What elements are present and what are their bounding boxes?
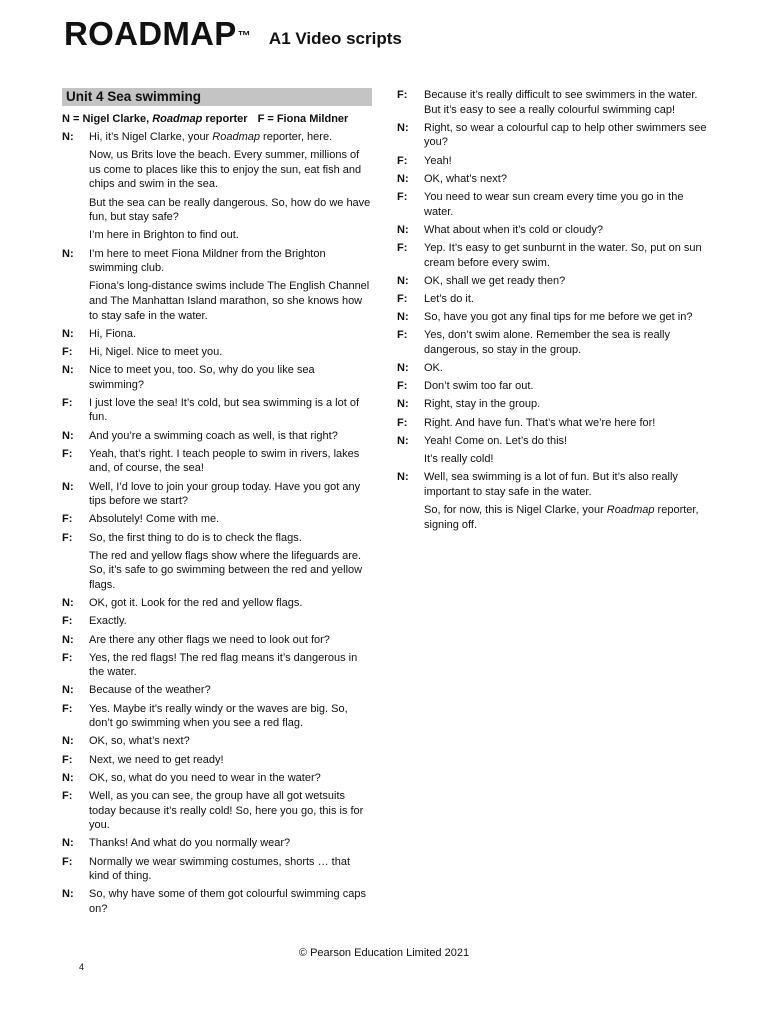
speaker-label: N: (397, 172, 409, 185)
line-text (424, 310, 709, 325)
line-text-main: It’s really cold! (424, 452, 494, 465)
left-column (62, 88, 372, 920)
line-text (89, 279, 372, 323)
line-text (89, 363, 372, 392)
speaker-label: N: (62, 597, 74, 610)
speaker-label: F: (397, 89, 408, 101)
line-text (89, 228, 372, 243)
line-text-main: OK, so, what’s next? (89, 735, 190, 748)
line-text (424, 274, 709, 289)
speaker-label: F: (397, 380, 408, 393)
line-text (424, 223, 709, 238)
speaker-label: N: (62, 131, 74, 143)
line-text-italic: Roadmap (606, 503, 655, 516)
line-text (89, 447, 372, 476)
line-text-after: reporter, here. (259, 131, 333, 143)
line-text-main: I’m here to meet Fiona Mildner from the Brighton swimming club. (89, 247, 326, 275)
line-text (89, 429, 372, 444)
speaker-label: F: (62, 513, 73, 526)
line-text (89, 327, 372, 342)
speaker-label: N: (62, 888, 74, 901)
script-line (62, 836, 372, 851)
script-line (397, 241, 709, 270)
speaker-label: N: (62, 837, 74, 850)
line-text (89, 789, 372, 833)
line-text (424, 361, 709, 376)
line-text-main: Well, I’d love to join your group today. Have you got any tips before we start? (89, 480, 361, 508)
speaker-label (62, 196, 89, 225)
speaker-label (397, 452, 424, 467)
legend-n-italic: Roadmap (152, 113, 203, 125)
script-line (62, 683, 372, 698)
speaker-label: F: (397, 292, 408, 305)
script-line (397, 361, 709, 376)
line-text-main: Hi, Nigel. Nice to meet you. (89, 345, 223, 358)
unit-title: Unit 4 Sea swimming (62, 88, 372, 106)
line-text (89, 196, 372, 225)
line-text (89, 702, 372, 731)
line-text (424, 121, 709, 150)
line-text-main: Now, us Brits love the beach. Every summer, millions of us come to places like this to enjoy the sun, eat fish and chips and swim in the sea. (89, 149, 362, 191)
right-column (397, 88, 709, 536)
script-line (62, 447, 372, 476)
script-line (397, 274, 709, 289)
script-line (397, 416, 709, 431)
line-text (89, 480, 372, 509)
speaker-label: N: (62, 327, 74, 340)
script-lines-left (62, 130, 372, 917)
speaker-label: F: (397, 190, 408, 203)
script-line (62, 734, 372, 749)
script-line (62, 702, 372, 731)
line-text-main: Hi, it’s Nigel Clarke, your (89, 131, 213, 143)
script-line (62, 429, 372, 444)
script-line (397, 434, 709, 449)
line-text (424, 470, 709, 499)
speaker-label: N: (397, 398, 409, 411)
speaker-label: N: (397, 311, 409, 324)
speaker-label: F: (62, 753, 73, 766)
speaker-label: N: (62, 633, 74, 646)
line-text-main: OK, shall we get ready then? (424, 274, 566, 287)
script-line (62, 279, 372, 323)
line-text-main: OK, what’s next? (424, 172, 507, 185)
script-line (397, 470, 709, 499)
copyright-footer: © Pearson Education Limited 2021 (298, 947, 470, 959)
script-line (397, 88, 709, 117)
line-text (424, 154, 709, 169)
line-text (89, 531, 372, 546)
line-text (89, 148, 372, 192)
line-text (424, 397, 709, 412)
line-text (89, 596, 372, 611)
line-text-main: Because of the weather? (89, 684, 211, 697)
line-text-main: Normally we wear swimming costumes, shorts … that kind of thing. (89, 855, 351, 883)
page-header (64, 14, 402, 54)
script-line (62, 771, 372, 786)
speaker-label: F: (62, 855, 73, 868)
line-text (89, 614, 372, 629)
script-line (62, 789, 372, 833)
line-text-main: Because it’s really difficult to see swimmers in the water. But it’s easy to see a really colourful swimming cap! (424, 89, 698, 116)
line-text-main: OK, got it. Look for the red and yellow flags. (89, 597, 303, 610)
line-text (424, 379, 709, 394)
script-line (62, 549, 372, 593)
line-text-main: So, the first thing to do is to check the flags. (89, 531, 302, 544)
line-text-main: The red and yellow flags show where the lifeguards are. So, it’s safe to go swimming between the red and yellow flags. (89, 549, 363, 591)
speaker-label: F: (397, 416, 408, 429)
script-lines-right (397, 88, 709, 532)
line-text (89, 345, 372, 360)
line-text-main: But the sea can be really dangerous. So, how do we have fun, but stay safe? (89, 196, 371, 224)
speaker-label: F: (397, 241, 408, 254)
line-text (89, 130, 372, 145)
script-line (62, 531, 372, 546)
script-line (397, 452, 709, 467)
line-text-main: Yes. Maybe it’s really windy or the waves are big. So, don’t go swimming when you see a red flag. (89, 702, 348, 730)
script-line (397, 310, 709, 325)
line-text-main: I just love the sea! It’s cold, but sea swimming is a lot of fun. (89, 396, 360, 424)
script-line (397, 223, 709, 238)
line-text-main: Don’t swim too far out. (424, 380, 534, 393)
line-text-main: Yeah! Come on. Let’s do this! (424, 434, 568, 447)
speaker-label: F: (62, 651, 73, 664)
speaker-label (397, 503, 424, 532)
script-line (397, 379, 709, 394)
line-text (424, 241, 709, 270)
speaker-label: F: (62, 790, 73, 802)
speaker-label: N: (397, 362, 409, 375)
line-text (89, 753, 372, 768)
line-text-main: Yep. It’s easy to get sunburnt in the water. So, put on sun cream before every swim. (424, 241, 702, 269)
line-text (89, 855, 372, 884)
speaker-label: F: (62, 396, 73, 409)
script-line (62, 130, 372, 145)
script-line (62, 480, 372, 509)
line-text-main: What about when it’s cold or cloudy? (424, 223, 603, 236)
line-text (89, 549, 372, 593)
script-line (62, 753, 372, 768)
speaker-label: N: (62, 771, 74, 784)
line-text (89, 734, 372, 749)
speaker-label: F: (62, 345, 73, 358)
line-text-main: Right, stay in the group. (424, 398, 541, 411)
script-line (62, 196, 372, 225)
trademark-symbol: ™ (237, 28, 251, 43)
script-line (62, 596, 372, 611)
page-number: 4 (79, 962, 85, 972)
speaker-label (62, 228, 89, 243)
script-line (62, 327, 372, 342)
line-text-main: Exactly. (89, 615, 127, 628)
line-text (89, 247, 372, 276)
speaker-label: N: (62, 480, 74, 493)
line-text-italic: Roadmap (212, 131, 260, 143)
script-line (62, 855, 372, 884)
legend-n-suffix: reporter (202, 113, 248, 125)
legend-f: F = Fiona Mildner (257, 113, 349, 125)
speaker-label: F: (397, 329, 408, 342)
line-text-main: Nice to meet you, too. So, why do you like sea swimming? (89, 364, 315, 391)
script-line (397, 172, 709, 187)
speaker-label: N: (62, 684, 74, 697)
line-text-main: Well, as you can see, the group have all got wetsuits today because it’s really cold! So, here you go, this is for you. (89, 790, 364, 832)
line-text-main: So, have you got any final tips for me before we get in? (424, 311, 693, 324)
line-text (89, 836, 372, 851)
speaker-label: F: (62, 447, 73, 460)
line-text (424, 434, 709, 449)
speaker-label: N: (397, 434, 409, 447)
speaker-label: F: (62, 702, 73, 715)
speaker-label (62, 549, 89, 593)
line-text-main: Yes, the red flags! The red flag means it’s dangerous in the water. (89, 651, 358, 679)
line-text-main: Thanks! And what do you normally wear? (89, 837, 291, 850)
script-line (397, 503, 709, 532)
script-line (62, 396, 372, 425)
line-text (89, 633, 372, 648)
line-text (424, 328, 709, 357)
speaker-label: N: (397, 223, 409, 236)
line-text-main: Let’s do it. (424, 292, 474, 305)
script-line (62, 363, 372, 392)
speaker-label (62, 279, 89, 323)
line-text-main: So, why have some of them got colourful swimming caps on? (89, 888, 366, 915)
line-text-main: Right, so wear a colourful cap to help other swimmers see you? (424, 121, 707, 149)
speaker-label: N: (62, 247, 74, 260)
speaker-label: N: (62, 364, 74, 377)
line-text (89, 396, 372, 425)
speaker-label: F: (62, 531, 73, 544)
brand-name: ROADMAP (64, 15, 237, 52)
speaker-label (62, 148, 89, 192)
line-text-main: You need to wear sun cream every time you go in the water. (424, 190, 684, 218)
script-line (397, 121, 709, 150)
script-line (62, 887, 372, 916)
line-text-main: Yes, don’t swim alone. Remember the sea is really dangerous, so stay in the group. (424, 329, 670, 356)
line-text-main: Next, we need to get ready! (89, 753, 224, 766)
line-text-main: Are there any other flags we need to look out for? (89, 633, 330, 646)
speaker-label: N: (62, 429, 74, 442)
document-subtitle: A1 Video scripts (268, 29, 402, 48)
line-text-main: Yeah! (424, 154, 452, 167)
line-text-after: reporter, signing off. (424, 503, 699, 531)
line-text (89, 771, 372, 786)
line-text-main: Yeah, that’s right. I teach people to swim in rivers, lakes and, of course, the sea! (89, 447, 360, 475)
speaker-label: N: (397, 121, 409, 134)
script-line (397, 292, 709, 307)
script-line (62, 614, 372, 629)
script-line (62, 228, 372, 243)
script-line (62, 345, 372, 360)
line-text (424, 88, 709, 117)
speaker-label: N: (397, 471, 409, 484)
line-text-main: Hi, Fiona. (89, 327, 137, 340)
line-text-main: And you’re a swimming coach as well, is that right? (89, 429, 338, 442)
line-text (424, 503, 709, 532)
script-line (397, 190, 709, 219)
line-text-main: OK. (424, 362, 443, 375)
script-line (62, 651, 372, 680)
line-text-main: Right. And have fun. That’s what we’re here for! (424, 416, 656, 429)
line-text (89, 683, 372, 698)
line-text (89, 651, 372, 680)
line-text-main: So, for now, this is Nigel Clarke, your (424, 503, 607, 516)
line-text (89, 887, 372, 916)
speaker-legend (62, 113, 372, 125)
line-text-main: Fiona’s long-distance swims include The English Channel and The Manhattan Island marathon, so she knows how to stay safe in the water. (89, 280, 370, 322)
script-line (62, 247, 372, 276)
script-line (62, 148, 372, 192)
script-line (397, 397, 709, 412)
line-text (424, 190, 709, 219)
line-text-main: Well, sea swimming is a lot of fun. But it’s also really important to stay safe in the water. (424, 471, 678, 498)
line-text (424, 172, 709, 187)
line-text (424, 292, 709, 307)
line-text (89, 512, 372, 527)
speaker-label: N: (62, 735, 74, 748)
script-line (62, 633, 372, 648)
line-text-main: I’m here in Brighton to find out. (89, 229, 239, 242)
speaker-label: F: (397, 154, 408, 167)
legend-n-prefix: N = Nigel Clarke, (62, 113, 153, 125)
line-text-main: Absolutely! Come with me. (89, 513, 220, 526)
script-line (62, 512, 372, 527)
speaker-label: F: (62, 615, 73, 628)
line-text-main: OK, so, what do you need to wear in the water? (89, 771, 321, 784)
speaker-label: N: (397, 274, 409, 287)
script-line (397, 328, 709, 357)
line-text (424, 452, 709, 467)
script-line (397, 154, 709, 169)
brand-logo (64, 14, 251, 54)
line-text (424, 416, 709, 431)
